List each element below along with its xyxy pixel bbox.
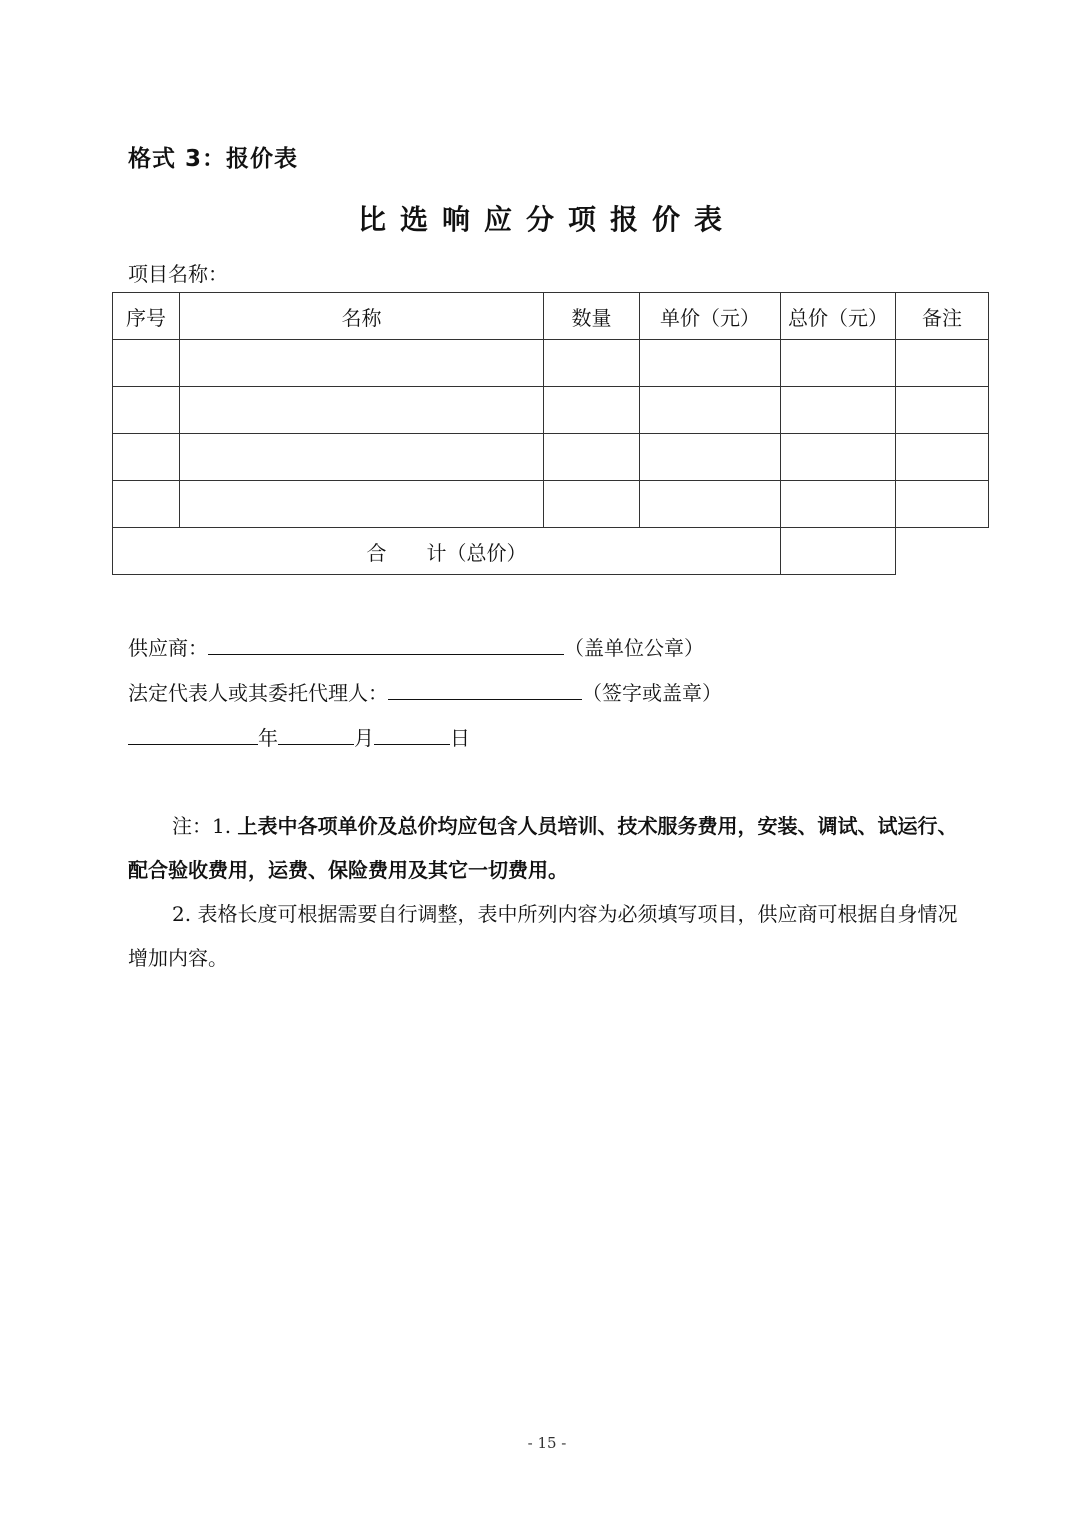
supplier-line xyxy=(128,632,704,661)
table-row xyxy=(113,481,989,528)
table-cell[interactable] xyxy=(781,434,896,481)
table-cell[interactable] xyxy=(544,434,640,481)
table-cell[interactable] xyxy=(781,340,896,387)
year-input[interactable] xyxy=(128,724,258,745)
table-cell[interactable] xyxy=(896,434,989,481)
empty-cell xyxy=(896,528,989,575)
header-unit-price: 单价（元） xyxy=(640,293,781,340)
supplier-seal-note: （盖单位公章） xyxy=(564,636,704,660)
project-name-label: 项目名称： xyxy=(128,262,228,286)
total-label-part1: 合 xyxy=(366,540,387,565)
table-cell[interactable] xyxy=(640,434,781,481)
representative-seal-note: （签字或盖章） xyxy=(582,681,722,705)
header-seq: 序号 xyxy=(113,293,180,340)
table-row xyxy=(113,434,989,481)
table-cell[interactable] xyxy=(640,481,781,528)
table-cell[interactable] xyxy=(544,387,640,434)
total-label-part2: 计（总价） xyxy=(426,540,527,565)
total-value-cell[interactable] xyxy=(781,528,896,575)
table-cell[interactable] xyxy=(113,434,180,481)
total-row xyxy=(113,528,989,575)
table-cell[interactable] xyxy=(781,481,896,528)
table-cell[interactable] xyxy=(180,387,544,434)
header-total-price: 总价（元） xyxy=(781,293,896,340)
supplier-label: 供应商： xyxy=(128,636,208,660)
table-cell[interactable] xyxy=(544,481,640,528)
day-input[interactable] xyxy=(374,724,450,745)
year-label: 年 xyxy=(258,726,278,750)
table-cell[interactable] xyxy=(640,387,781,434)
note-1-text: 上表中各项单价及总价均应包含人员培训、技术服务费用，安装、调试、试运行、配合验收费用，运费、保险费用及其它一切费用。 xyxy=(128,814,958,882)
representative-input[interactable] xyxy=(388,679,582,700)
page-number: - 15 - xyxy=(527,1434,567,1452)
table-cell[interactable] xyxy=(113,387,180,434)
table-cell[interactable] xyxy=(896,340,989,387)
table-cell[interactable] xyxy=(180,340,544,387)
table-cell[interactable] xyxy=(896,481,989,528)
supplier-input[interactable] xyxy=(208,634,564,655)
representative-line xyxy=(128,677,722,706)
note-1 xyxy=(128,804,968,892)
representative-label: 法定代表人或其委托代理人： xyxy=(128,681,388,705)
table-row xyxy=(113,387,989,434)
header-remark: 备注 xyxy=(896,293,989,340)
table-cell[interactable] xyxy=(781,387,896,434)
header-quantity: 数量 xyxy=(544,293,640,340)
table-cell[interactable] xyxy=(113,481,180,528)
month-input[interactable] xyxy=(278,724,354,745)
table-row xyxy=(113,340,989,387)
table-cell[interactable] xyxy=(113,340,180,387)
header-name: 名称 xyxy=(180,293,544,340)
table-cell[interactable] xyxy=(544,340,640,387)
month-label: 月 xyxy=(354,726,374,750)
table-header-row xyxy=(113,293,989,340)
note-1-prefix: 注：1. xyxy=(172,814,238,838)
day-label: 日 xyxy=(450,726,470,750)
note-2: 2. 表格长度可根据需要自行调整，表中所列内容为必须填写项目，供应商可根据自身情况增加内容。 xyxy=(128,902,958,970)
document-title: 比选响应分项报价表 xyxy=(357,203,736,236)
quote-table xyxy=(112,292,989,575)
format-heading: 格式 3：报价表 xyxy=(128,146,299,172)
date-line xyxy=(128,722,470,751)
table-cell[interactable] xyxy=(180,434,544,481)
table-cell[interactable] xyxy=(180,481,544,528)
table-cell[interactable] xyxy=(896,387,989,434)
total-label-cell xyxy=(113,528,781,575)
table-cell[interactable] xyxy=(640,340,781,387)
